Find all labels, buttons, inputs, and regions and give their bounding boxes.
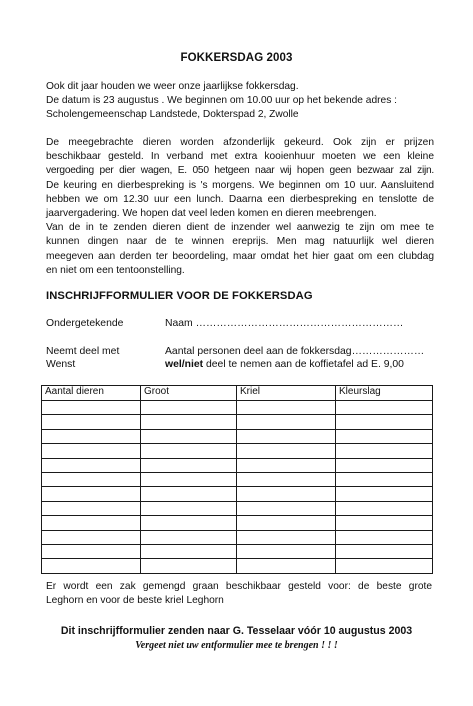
table-row	[42, 429, 433, 443]
table-row	[42, 415, 433, 429]
table-cell[interactable]	[141, 530, 237, 544]
body-line: jaarvergadering. We hopen dat veel leden komen en dieren meebrengen.	[46, 208, 377, 220]
table-cell[interactable]	[237, 501, 336, 515]
wish-text: deel te nemen aan de koffietafel ad E. 9,00	[203, 359, 404, 370]
table-cell[interactable]	[42, 444, 141, 458]
table-cell[interactable]	[336, 530, 433, 544]
participates-label: Neemt deel met	[46, 346, 120, 357]
table-cell[interactable]	[336, 472, 433, 486]
table-cell[interactable]	[42, 530, 141, 544]
table-cell[interactable]	[42, 516, 141, 530]
table-cell[interactable]	[237, 458, 336, 472]
table-cell[interactable]	[237, 516, 336, 530]
undersigned-label: Ondergetekende	[46, 318, 124, 329]
table-cell[interactable]	[42, 559, 141, 573]
table-row	[42, 401, 433, 415]
body-line: kunnen dingen naar de te winnen ereprijs. Men mag natuurlijk wel dieren	[46, 236, 434, 248]
table-cell[interactable]	[42, 544, 141, 558]
table-row	[42, 487, 433, 501]
table-cell[interactable]	[141, 401, 237, 415]
table-cell[interactable]	[336, 444, 433, 458]
table-row	[42, 516, 433, 530]
reminder-text: Vergeet niet uw entformulier mee te brengen ! ! !	[135, 640, 338, 651]
send-instruction: Dit inschrijfformulier zenden naar G. Tesselaar vóór 10 augustus 2003	[60, 625, 413, 637]
table-cell[interactable]	[141, 487, 237, 501]
table-cell[interactable]	[42, 472, 141, 486]
header-kleurslag: Kleurslag	[336, 386, 433, 401]
table-cell[interactable]	[141, 415, 237, 429]
intro-paragraph	[46, 80, 434, 123]
table-cell[interactable]	[42, 401, 141, 415]
page-title: FOKKERSDAG 2003	[180, 52, 293, 64]
table-row	[42, 501, 433, 515]
table-cell[interactable]	[336, 487, 433, 501]
table-cell[interactable]	[141, 559, 237, 573]
table-row	[42, 544, 433, 558]
table-cell[interactable]	[237, 429, 336, 443]
table-row	[42, 472, 433, 486]
table-cell[interactable]	[336, 501, 433, 515]
table-cell[interactable]	[237, 472, 336, 486]
table-cell[interactable]	[237, 544, 336, 558]
table-cell[interactable]	[141, 544, 237, 558]
table-cell[interactable]	[42, 458, 141, 472]
form-heading: INSCHRIJFFORMULIER VOOR DE FOKKERSDAG	[46, 290, 313, 302]
table-cell[interactable]	[336, 415, 433, 429]
table-cell[interactable]	[336, 401, 433, 415]
table-cell[interactable]	[237, 415, 336, 429]
table-cell[interactable]	[336, 516, 433, 530]
table-cell[interactable]	[237, 444, 336, 458]
prize-note	[46, 580, 432, 608]
table-header-row	[42, 386, 433, 401]
table-cell[interactable]	[237, 559, 336, 573]
persons-field[interactable]: Aantal personen deel aan de fokkersdag…………………	[165, 346, 425, 357]
body-line: meegeven aan derden ter beoordeling, maar omdat het hier gaat om een clubdag	[46, 250, 434, 262]
table-cell[interactable]	[141, 429, 237, 443]
body-line: beschikbaar gesteld. In verband met extra kooienhuur moeten we een kleine	[46, 151, 434, 163]
table-cell[interactable]	[42, 501, 141, 515]
table-cell[interactable]	[42, 487, 141, 501]
header-groot: Groot	[141, 386, 237, 401]
table-cell[interactable]	[336, 429, 433, 443]
table-cell[interactable]	[141, 444, 237, 458]
body-line: en niet om een tentoonstelling.	[46, 264, 185, 276]
header-kriel: Kriel	[237, 386, 336, 401]
body-line: De meegebrachte dieren worden afzonderlijk gekeurd. Ook zijn er prijzen	[46, 137, 434, 148]
table-cell[interactable]	[42, 415, 141, 429]
table-cell[interactable]	[237, 487, 336, 501]
wish-label: Wenst	[46, 359, 76, 370]
body-paragraph	[46, 136, 434, 278]
intro-line: Scholengemeenschap Landstede, Dokterspad 2, Zwolle	[46, 109, 299, 121]
table-row	[42, 530, 433, 544]
table-row	[42, 444, 433, 458]
entry-table	[41, 385, 433, 574]
table-cell[interactable]	[141, 458, 237, 472]
table-cell[interactable]	[141, 516, 237, 530]
note-line: Leghorn en voor de beste kriel Leghorn	[46, 595, 224, 606]
name-field[interactable]: Naam ……………………………………………………	[165, 318, 404, 329]
table-cell[interactable]	[237, 401, 336, 415]
table-cell[interactable]	[336, 458, 433, 472]
coffee-table-choice[interactable]	[165, 359, 404, 370]
wish-choice[interactable]: wel/niet	[165, 359, 204, 370]
table-cell[interactable]	[237, 530, 336, 544]
table-cell[interactable]	[336, 544, 433, 558]
body-line: hebben we om 12.30 uur een lunch. Daarna een dierbespreking en tenslotte de	[46, 193, 434, 205]
body-line: vergoeding per dier wagen, E. 050 hetgeen naar wij hopen geen bezwaar zal zijn.	[46, 165, 434, 177]
body-line: Van de in te zenden dieren dient de inzender wel aanwezig te zijn om mee te	[46, 222, 434, 234]
table-cell[interactable]	[141, 472, 237, 486]
table-row	[42, 559, 433, 573]
note-line: Er wordt een zak gemengd graan beschikbaar gesteld voor: de beste grote	[46, 581, 432, 592]
table-cell[interactable]	[141, 501, 237, 515]
intro-line: Ook dit jaar houden we weer onze jaarlijkse fokkersdag.	[46, 81, 299, 92]
body-line: De keuring en dierbespreking is 's morgens. We beginnen om 10 uur. Aansluitend	[46, 179, 434, 191]
intro-line: De datum is 23 augustus . We beginnen om 10.00 uur op het bekende adres :	[46, 95, 397, 107]
table-cell[interactable]	[42, 429, 141, 443]
header-aantal-dieren: Aantal dieren	[42, 386, 141, 401]
table-row	[42, 458, 433, 472]
table-cell[interactable]	[336, 559, 433, 573]
